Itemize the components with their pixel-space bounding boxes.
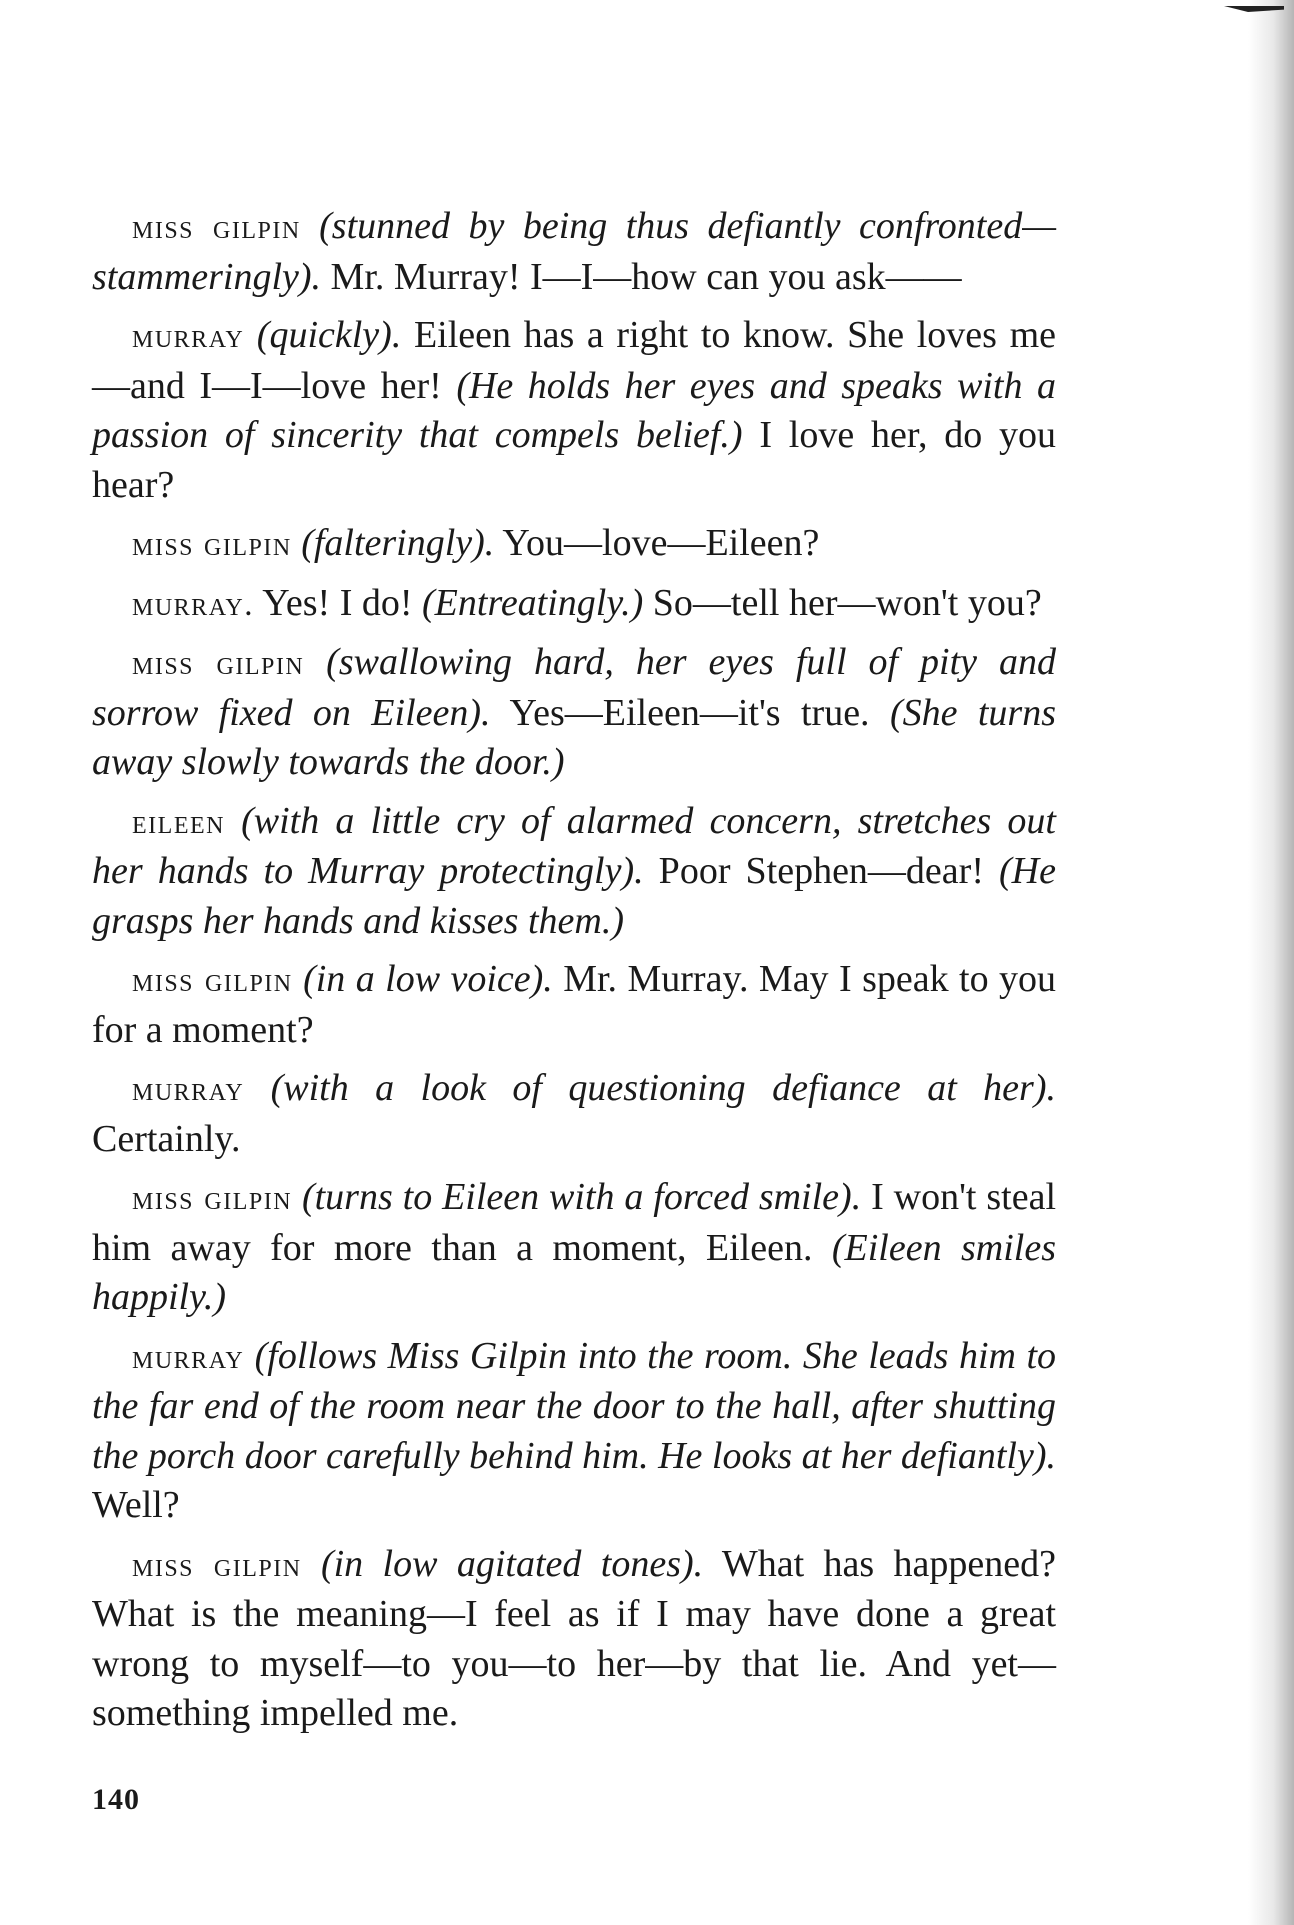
speaker-name: miss gilpin bbox=[132, 1180, 293, 1217]
stage-direction: (He holds her eyes and speaks with a passion of sincerity that compels belief.) bbox=[92, 364, 1056, 456]
stage-direction: (quickly). bbox=[256, 314, 402, 356]
dialogue-paragraph bbox=[92, 638, 1056, 788]
speaker-name: miss gilpin bbox=[132, 645, 305, 682]
speaker-name: miss gilpin bbox=[132, 526, 292, 563]
dialogue-paragraph bbox=[92, 1173, 1056, 1323]
page-number: 140 bbox=[92, 1783, 140, 1816]
dialogue-paragraph bbox=[92, 311, 1056, 510]
speaker-name: miss gilpin bbox=[132, 1546, 302, 1584]
spoken-line: Well? bbox=[92, 1484, 180, 1526]
dialogue-paragraph bbox=[92, 1332, 1056, 1531]
spoken-line: Mr. Murray. May I speak to you for a moment? bbox=[92, 958, 1057, 1051]
stage-direction: (turns to Eileen with a forced smile). bbox=[301, 1176, 862, 1218]
speaker-name: eileen bbox=[132, 803, 225, 841]
spoken-line: So—tell her—won't you? bbox=[643, 581, 1042, 624]
spoken-line: You—love—Eileen? bbox=[494, 522, 820, 564]
spoken-line: Eileen has a right to know. She loves me—and I—I—love her! bbox=[92, 314, 1056, 407]
spoken-line: I love her, do you hear? bbox=[92, 414, 1056, 506]
speaker-name: murray bbox=[132, 1071, 245, 1108]
stage-direction: (falteringly). bbox=[301, 522, 495, 564]
page-edge-shadow bbox=[1248, 0, 1294, 1925]
speaker-name: miss gilpin bbox=[132, 962, 293, 999]
dialogue-paragraph bbox=[92, 955, 1056, 1055]
dialogue-paragraph bbox=[92, 579, 1056, 630]
stage-direction: (with a look of questioning defiance at her). bbox=[270, 1067, 1056, 1109]
dialogue-paragraph bbox=[92, 519, 1056, 570]
spoken-line: Mr. Murray! I—I—how can you ask—— bbox=[321, 255, 962, 298]
dialogue-paragraph bbox=[92, 1064, 1056, 1164]
stage-direction: (She turns away slowly towards the door.) bbox=[92, 691, 1056, 783]
speaker-name: murray. bbox=[132, 585, 255, 623]
spoken-line: What has happened? What is the meaning—I feel as if I may have done a great wrong to myself—to you—to her—by that lie. And yet—something impelled me. bbox=[92, 1542, 1057, 1734]
spoken-line: Poor Stephen—dear! bbox=[643, 850, 1000, 892]
stage-direction: (He grasps her hands and kisses them.) bbox=[92, 850, 1056, 942]
speaker-name: murray bbox=[132, 318, 245, 355]
stage-direction: (Entreatingly.) bbox=[422, 581, 644, 624]
spoken-line: Yes—Eileen—it's true. bbox=[490, 691, 890, 734]
stage-direction: (with a little cry of alarmed concern, stretches out her hands to Murray protectingly). bbox=[92, 799, 1056, 892]
speaker-name: murray bbox=[132, 1338, 245, 1376]
dialogue-paragraph bbox=[92, 797, 1056, 947]
spoken-line: Yes! I do! bbox=[262, 581, 423, 624]
stage-direction: (Eileen smiles happily.) bbox=[92, 1226, 1056, 1318]
speaker-name: miss gilpin bbox=[132, 209, 301, 246]
stage-direction: (stunned by being thus defiantly confronted—stammeringly). bbox=[92, 205, 1057, 298]
stage-direction: (swallowing hard, her eyes full of pity and sorrow fixed on Eileen). bbox=[92, 641, 1057, 734]
stage-direction: (follows Miss Gilpin into the room. She leads him to the far end of the room near the door to the hall, after shutting the porch door carefully behind him. He looks at her defiantly). bbox=[92, 1334, 1057, 1477]
dialogue-paragraph bbox=[92, 202, 1056, 302]
spoken-line: I won't steal him away for more than a moment, Eileen. bbox=[92, 1176, 1057, 1269]
stage-direction: (in low agitated tones). bbox=[320, 1542, 704, 1585]
stage-direction: (in a low voice). bbox=[303, 958, 553, 1000]
play-text bbox=[92, 202, 1056, 1748]
spoken-line: Certainly. bbox=[92, 1117, 241, 1160]
dialogue-paragraph bbox=[92, 1540, 1056, 1739]
